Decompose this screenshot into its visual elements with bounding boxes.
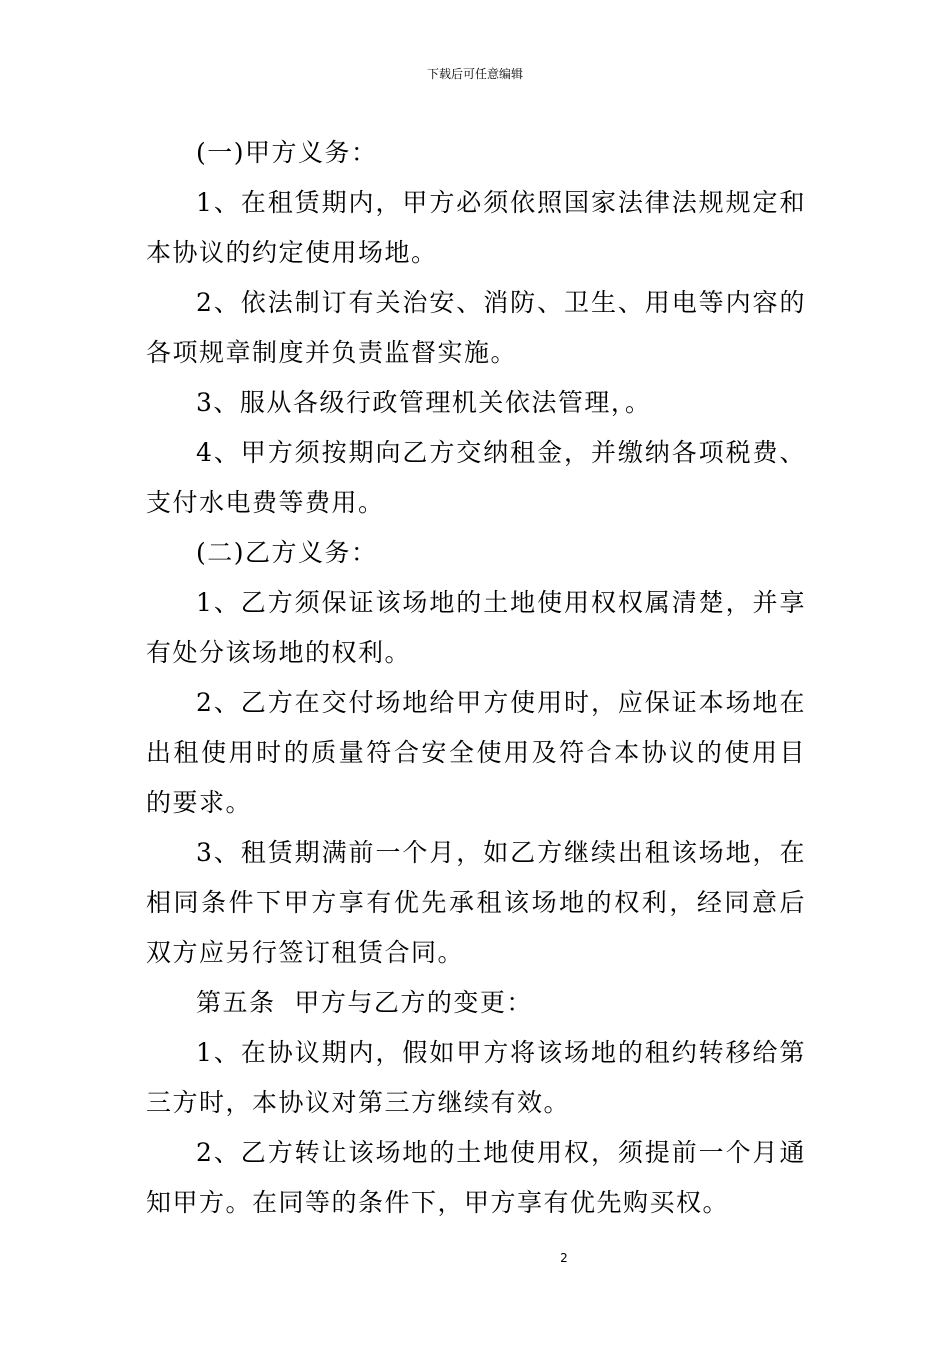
paragraph: 2、乙方转让该场地的土地使用权，须提前一个月通知甲方。在同等的条件下，甲方享有优先购买权。: [146, 1138, 806, 1217]
paragraph: 3、服从各级行政管理机关依法管理，。: [196, 388, 652, 417]
paragraph: 2、乙方在交付场地给甲方使用时，应保证本场地在出租使用时的质量符合安全使用及符合本协议的使用目的要求。: [146, 688, 806, 817]
article-heading-article-five: 第五条 甲方与乙方的变更：: [196, 988, 533, 1017]
page-number: 2: [560, 1251, 568, 1265]
paragraph: 4、甲方须按期向乙方交纳租金，并缴纳各项税费、支付水电费等费用。: [146, 438, 806, 517]
paragraph: 1、在协议期内，假如甲方将该场地的租约转移给第三方时，本协议对第三方继续有效。: [146, 1038, 806, 1117]
section-heading-party-b-obligations: (二)乙方义务：: [196, 538, 378, 567]
page-header: 下载后可任意编辑: [426, 67, 523, 81]
paragraph: 1、乙方须保证该场地的土地使用权权属清楚，并享有处分该场地的权利。: [146, 588, 806, 667]
paragraph: 2、依法制订有关治安、消防、卫生、用电等内容的各项规章制度并负责监督实施。: [146, 288, 806, 367]
document-body: [146, 128, 806, 1228]
paragraph: 1、在租赁期内，甲方必须依照国家法律法规规定和本协议的约定使用场地。: [146, 188, 806, 267]
paragraph: 3、租赁期满前一个月，如乙方继续出租该场地，在相同条件下甲方享有优先承租该场地的权利，经同意后双方应另行签订租赁合同。: [146, 838, 806, 967]
section-heading-party-a-obligations: (一)甲方义务：: [196, 138, 378, 167]
